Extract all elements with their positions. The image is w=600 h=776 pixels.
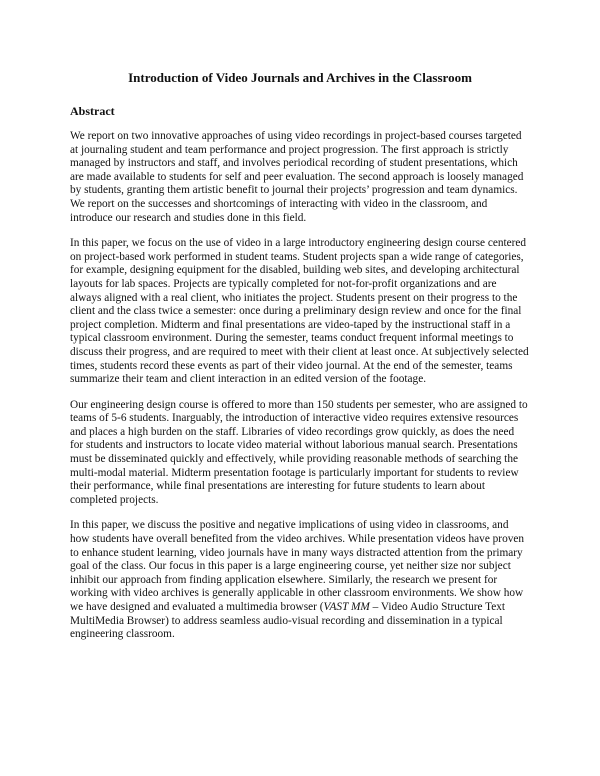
paragraph-text: In this paper, we focus on the use of video in a large introductory engineering design course centered on project-based work performed in student teams. Student projects span a wide range of categories, for example, designing equipment for the disabled, building web sites, and developing architectural layouts for lab spaces. Projects are typically completed for not-for-profit organizations and are always aligned with a real client, who initiates the project. Students present on their progress to the client and the class twice a semester: once during a preliminary design review and once for the final project completion. Midterm and final presentations are video-taped by the instructional staff in a typical classroom environment. During the semester, teams conduct frequent informal meetings to discuss their progress, and are required to meet with their client at least once. At subjectively selected times, students record these events as part of their video journal. At the end of the semester, teams summarize their team and client interaction in an edited version of the footage. [70, 237, 529, 386]
paragraph-text: Our engineering design course is offered to more than 150 students per semester, who are assigned to teams of 5-6 students. Inarguably, the introduction of interactive video requires extensive resources and places a high burden on the staff. Libraries of video recordings grow quickly, as does the need for students and instructors to locate video material without laborious manual search. Presentations must be disseminated quickly and effectively, while providing reasonable methods of searching the multi-modal material. Midterm presentation footage is particularly important for students to review their performance, while final presentations are interesting for future students to learn about completed projects. [70, 398, 528, 506]
abstract-heading: Abstract [70, 104, 115, 118]
paper-body [70, 130, 530, 642]
body-paragraph [70, 130, 530, 225]
paragraph-text: In this paper, we discuss the positive and negative implications of using video in classrooms, and how students have overall benefited from the video archives. While presentation videos have proven to enhance student learning, video journals have in many ways distracted attention from the primary goal of the class. Our focus in this paper is a large engineering course, yet neither size nor subject inhibit our approach from finding application elsewhere. Similarly, the research we present for working with video archives is generally applicable in other classroom environments. We show how we have designed and evaluated a multimedia browser ( [70, 519, 525, 613]
body-paragraph [70, 399, 530, 508]
body-paragraph [70, 237, 530, 387]
paper-title: Introduction of Video Journals and Archives in the Classroom [128, 70, 472, 85]
paragraph-text: – Video Audio Structure Text MultiMedia Browser) to address seamless audio-visual recording and dissemination in a typical engineering classroom. [70, 601, 506, 641]
body-paragraph [70, 519, 530, 641]
italic-term: VAST MM [323, 601, 370, 613]
paragraph-text: We report on two innovative approaches of using video recordings in project-based courses targeted at journaling student and team performance and project progression. The first approach is strictly managed by instructors and staff, and involves periodical recording of student presentations, which are made available to students for self and peer evaluation. The second approach is loosely managed by students, granting them artistic benefit to journal their projects’ progression and team dynamics. We report on the successes and shortcomings of interacting with video in the classroom, and introduce our research and studies done in this field. [70, 130, 524, 224]
